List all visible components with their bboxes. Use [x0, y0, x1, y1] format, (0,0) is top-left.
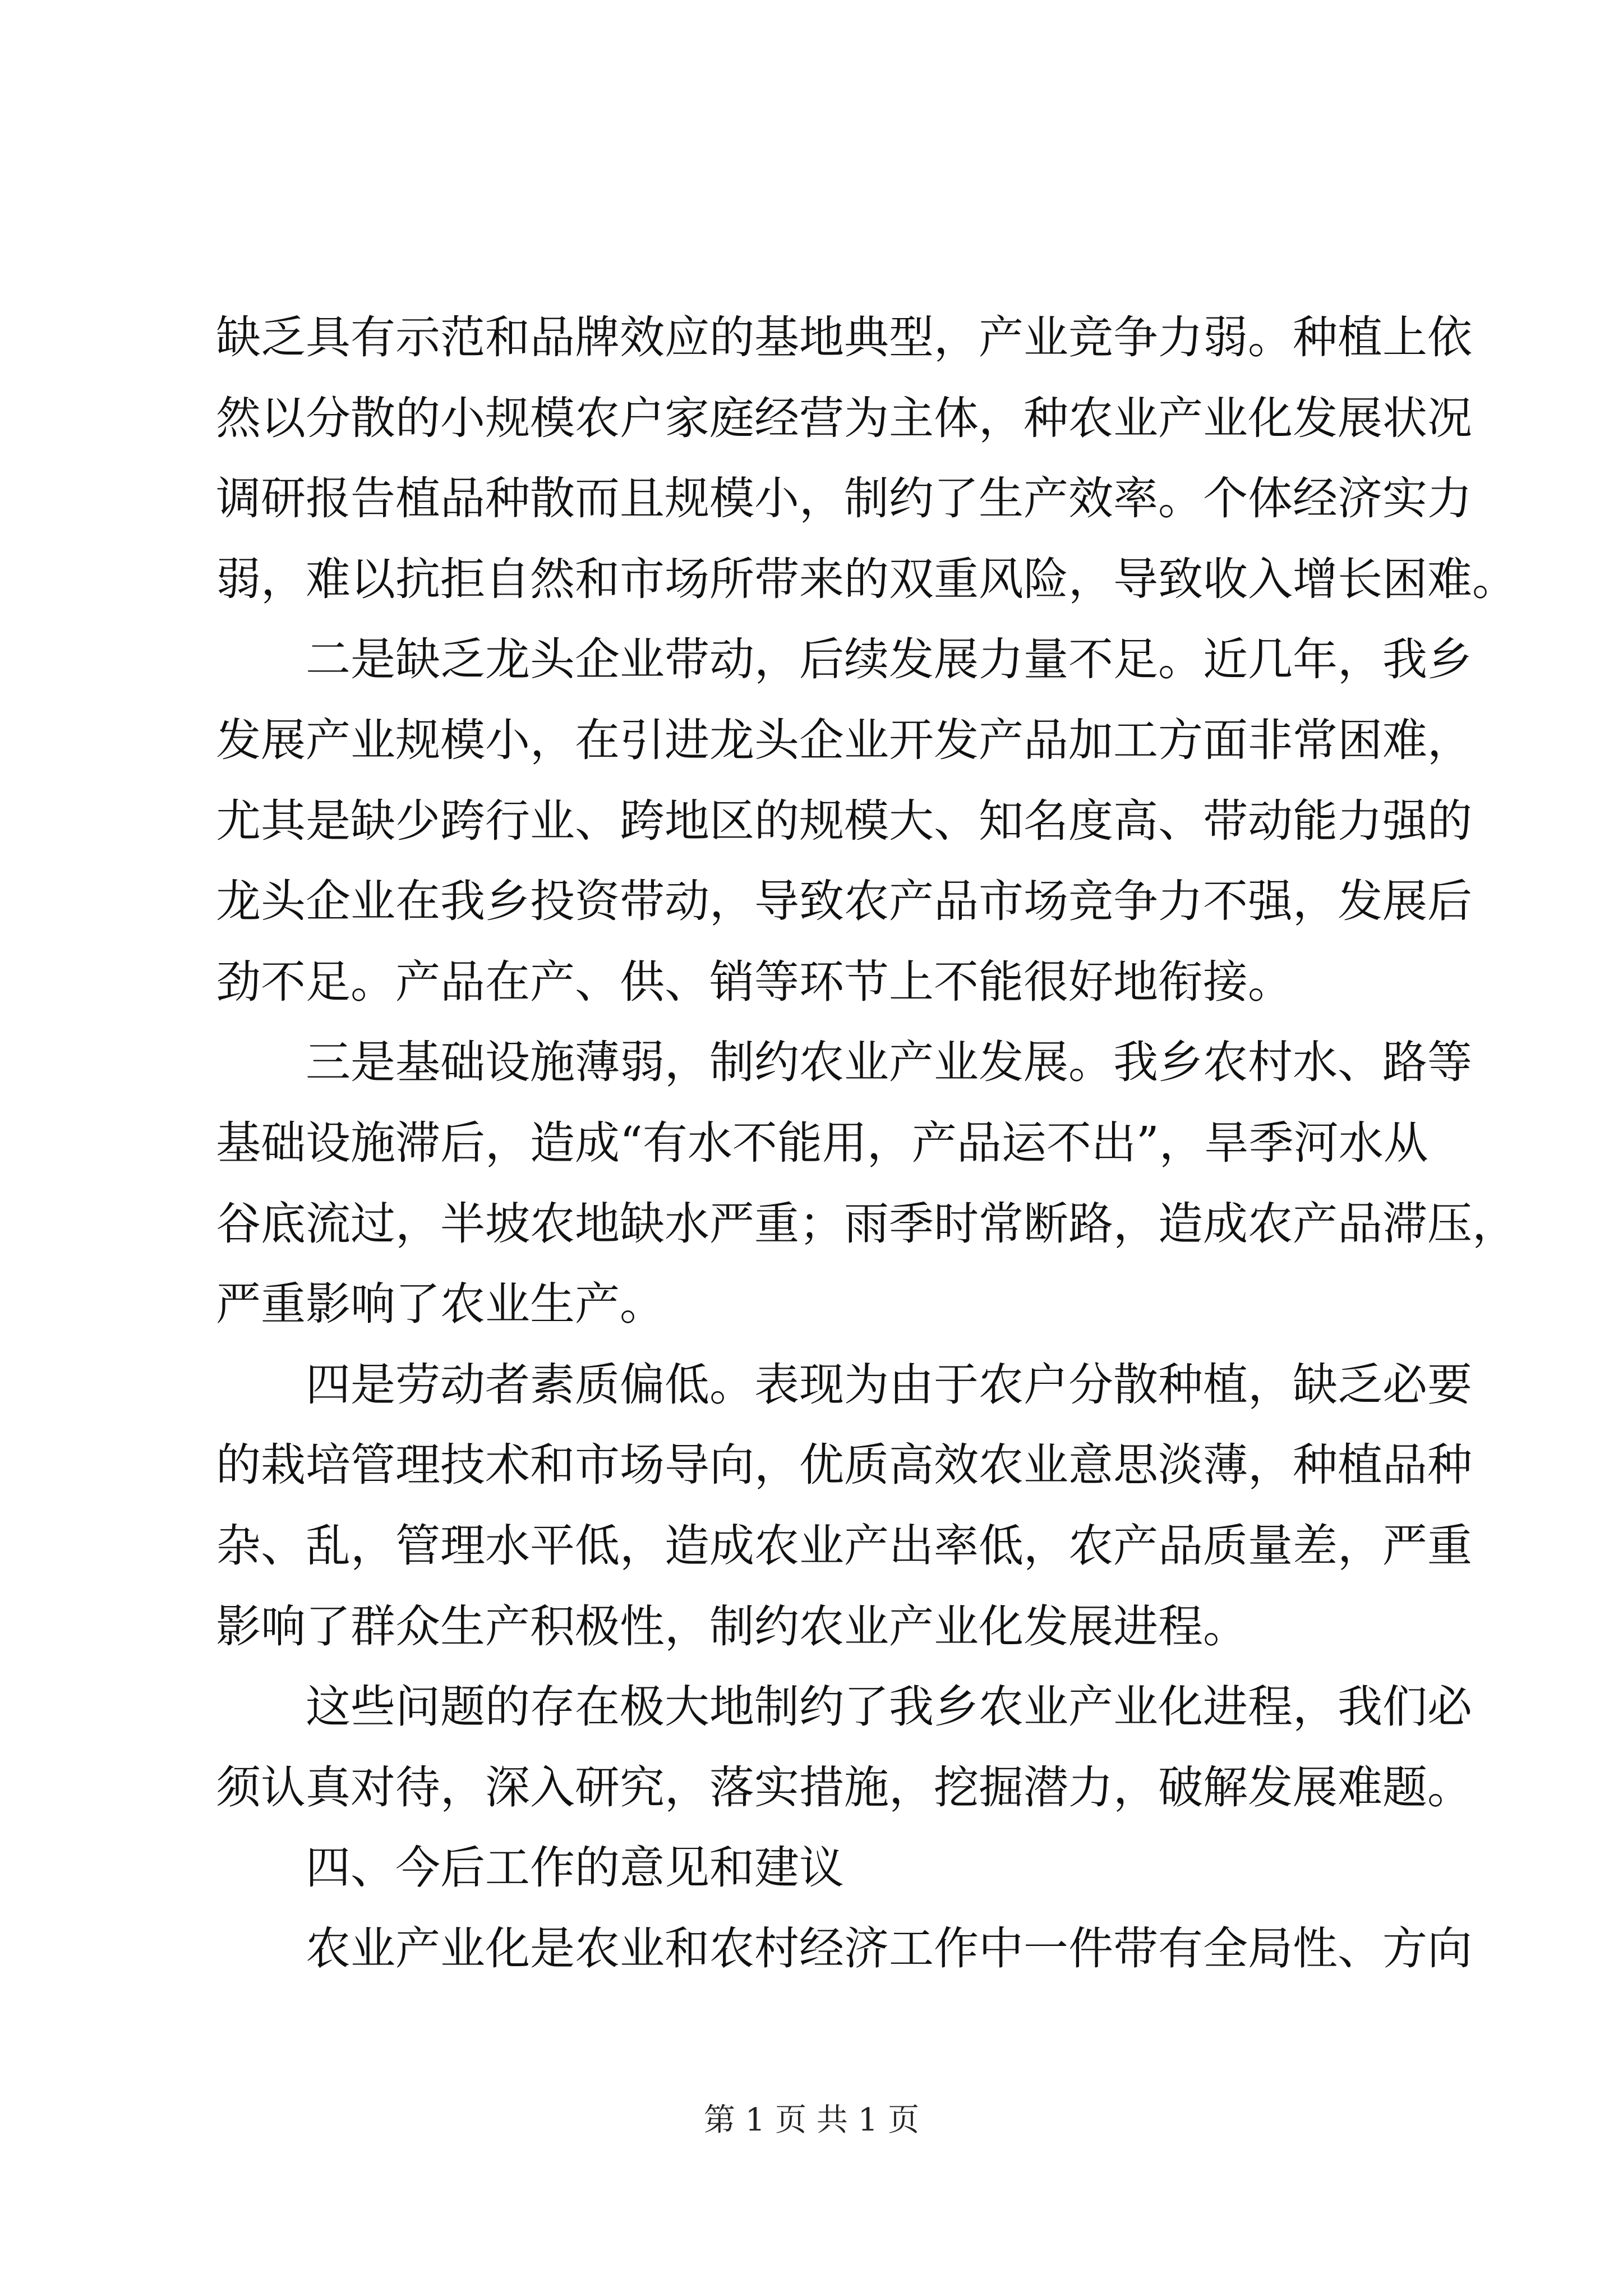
section-heading: 四、今后工作的意见和建议	[306, 1842, 844, 1894]
text-line: 龙头企业在我乡投资带动，导致农产品市场竞争力不强，发展后	[216, 875, 1472, 928]
text-line: 劲不足。产品在产、供、销等环节上不能很好地衔接。	[216, 955, 1293, 1008]
text-line: 三是基础设施薄弱，制约农业产业发展。我乡农村水、路等	[306, 1036, 1472, 1089]
text-line: 然以分散的小规模农户家庭经营为主体，种农业产业化发展状况	[216, 392, 1472, 444]
text-line: 基础设施滞后，造成“有水不能用，产品运不出”，旱季河水从	[216, 1116, 1428, 1169]
text-line: 尤其是缺少跨行业、跨地区的规模大、知名度高、带动能力强的	[216, 794, 1472, 847]
document-body	[216, 297, 1517, 1989]
text-line: 影响了群众生产积极性，制约农业产业化发展进程。	[216, 1600, 1248, 1653]
text-line: 弱，难以抗拒自然和市场所带来的双重风险，导致收入增长困难。	[216, 553, 1517, 605]
page-footer	[0, 2098, 1623, 2143]
text-line: 严重影响了农业生产。	[216, 1278, 665, 1331]
text-line: 农业产业化是农业和农村经济工作中一件带有全局性、方向	[306, 1922, 1472, 1975]
text-line: 这些问题的存在极大地制约了我乡农业产业化进程，我们必	[306, 1681, 1472, 1733]
text-line: 四是劳动者素质偏低。表现为由于农户分散种植，缺乏必要	[306, 1358, 1472, 1411]
text-line: 杂、乱，管理水平低，造成农业产出率低，农产品质量差，严重	[216, 1519, 1472, 1572]
page-number-label: 第 1 页 共 1 页	[703, 2102, 920, 2138]
text-line: 发展产业规模小，在引进龙头企业开发产品加工方面非常困难，	[216, 714, 1472, 766]
text-line: 调研报告植品种散而且规模小，制约了生产效率。个体经济实力	[216, 472, 1472, 525]
text-line: 须认真对待，深入研究，落实措施，挖掘潜力，破解发展难题。	[216, 1761, 1472, 1814]
text-line: 谷底流过，半坡农地缺水严重；雨季时常断路，造成农产品滞压，	[216, 1197, 1517, 1250]
text-line: 二是缺乏龙头企业带动，后续发展力量不足。近几年，我乡	[306, 633, 1472, 686]
text-line: 的栽培管理技术和市场导向，优质高效农业意思淡薄，种植品种	[216, 1439, 1472, 1492]
text-line: 缺乏具有示范和品牌效应的基地典型，产业竞争力弱。种植上依	[216, 311, 1472, 364]
